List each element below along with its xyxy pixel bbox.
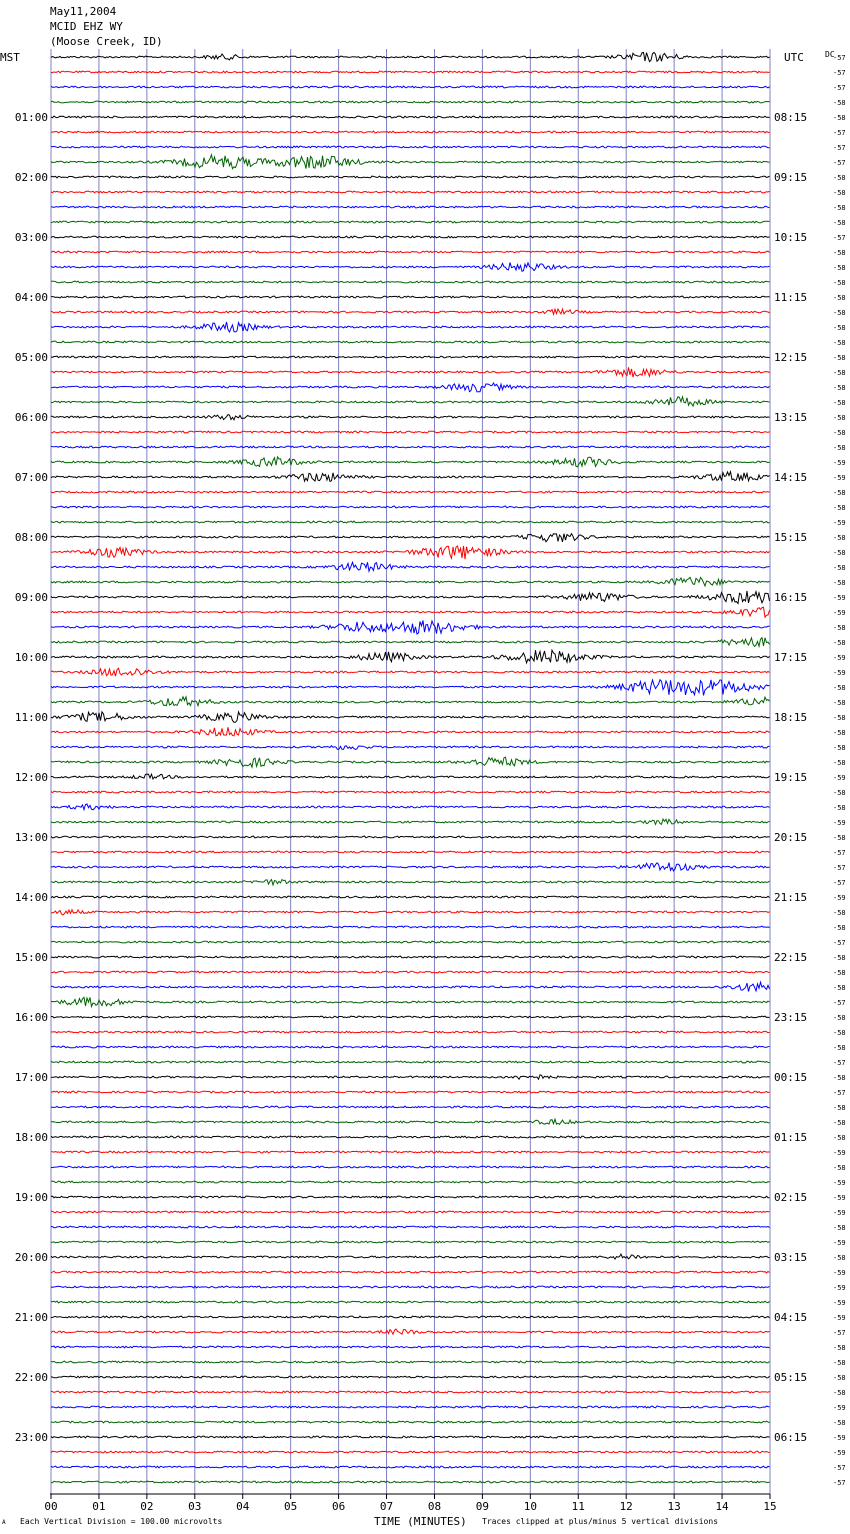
seismic-trace	[51, 804, 770, 810]
seismic-trace	[51, 116, 770, 118]
seismic-trace	[51, 562, 770, 571]
utc-hour-label: 13:15	[774, 411, 808, 424]
dc-offset-label: -58	[833, 324, 846, 332]
dc-offset-label: -58	[833, 444, 846, 452]
seismic-trace	[51, 86, 770, 88]
seismic-trace	[51, 415, 770, 420]
seismic-trace	[51, 697, 770, 706]
seismic-trace	[51, 1286, 770, 1288]
dc-offset-label: -59	[833, 609, 846, 617]
seismic-trace	[51, 1436, 770, 1438]
utc-hour-label: 23:15	[774, 1011, 808, 1024]
x-tick-label: 09	[475, 1500, 490, 1513]
dc-offset-label: -58	[833, 534, 846, 542]
dc-offset-label: -58	[833, 174, 846, 182]
seismic-trace	[51, 52, 770, 61]
utc-hour-label: 02:15	[774, 1191, 808, 1204]
seismic-trace	[51, 341, 770, 343]
seismic-trace	[51, 1166, 770, 1168]
seismic-trace	[51, 146, 770, 148]
utc-hour-label: 03:15	[774, 1251, 808, 1264]
seismic-trace	[51, 1466, 770, 1468]
dc-offset-label: -59	[833, 654, 846, 662]
seismic-trace	[51, 727, 770, 736]
utc-hour-label: 21:15	[774, 891, 808, 904]
dc-offset-label: -58	[833, 219, 846, 227]
x-tick-label: 10	[523, 1500, 537, 1513]
dc-offset-label: -59	[833, 1269, 846, 1277]
x-tick-label: 05	[284, 1500, 298, 1513]
seismic-trace	[51, 221, 770, 223]
seismic-trace	[51, 1329, 770, 1334]
seismic-trace	[51, 1226, 770, 1228]
seismic-trace	[51, 971, 770, 973]
seismic-trace	[51, 431, 770, 433]
dc-offset-label: -58	[833, 1119, 846, 1127]
seismic-trace	[51, 712, 770, 722]
utc-hour-label: 04:15	[774, 1311, 808, 1324]
seismic-trace	[51, 1196, 770, 1198]
dc-offset-label: -58	[833, 384, 846, 392]
seismic-trace	[51, 1106, 770, 1108]
dc-offset-label: -57	[833, 939, 846, 947]
seismic-trace	[51, 1016, 770, 1018]
mst-hour-label: 10:00	[14, 651, 48, 664]
dc-offset-label: -58	[833, 714, 846, 722]
dc-offset-label: -59	[833, 1284, 846, 1292]
seismic-trace	[51, 941, 770, 943]
dc-offset-label: -58	[833, 1029, 846, 1037]
seismic-trace	[51, 1075, 770, 1079]
dc-offset-label: -59	[833, 1299, 846, 1307]
seismic-trace	[51, 910, 770, 915]
seismic-trace	[51, 521, 770, 523]
dc-offset-label: -59	[833, 594, 846, 602]
dc-offset-label: -58	[833, 189, 846, 197]
dc-offset-label: -59	[833, 1449, 846, 1457]
seismic-trace	[51, 680, 770, 696]
seismic-trace	[51, 836, 770, 838]
seismic-trace	[51, 1046, 770, 1048]
x-tick-label: 11	[571, 1500, 585, 1513]
seismic-trace	[51, 1151, 770, 1153]
seismic-trace	[51, 926, 770, 928]
mst-hour-label: 21:00	[14, 1311, 48, 1324]
seismic-trace	[51, 638, 770, 647]
dc-offset-label: -59	[833, 459, 846, 467]
dc-offset-label: -58	[833, 1074, 846, 1082]
station-label: MCID EHZ WY	[50, 20, 123, 33]
x-tick-label: 12	[619, 1500, 633, 1513]
seismic-trace	[51, 546, 770, 559]
mst-hour-label: 13:00	[14, 831, 48, 844]
utc-hour-label: 11:15	[774, 291, 808, 304]
dc-offset-label: -58	[833, 204, 846, 212]
seismic-trace	[51, 1301, 770, 1303]
dc-offset-label: -58	[833, 1389, 846, 1397]
clip-note: Traces clipped at plus/minus 5 vertical divisions	[482, 1517, 719, 1526]
dc-offset-label: -58	[833, 369, 846, 377]
dc-offset-label: -58	[833, 1014, 846, 1022]
seismic-trace	[51, 1391, 770, 1393]
dc-offset-label: -58	[833, 489, 846, 497]
seismic-trace	[51, 997, 770, 1006]
x-tick-label: 14	[715, 1500, 729, 1513]
mst-hour-label: 06:00	[14, 411, 48, 424]
seismic-trace	[51, 131, 770, 133]
seismic-trace	[51, 668, 770, 676]
utc-hour-label: 06:15	[774, 1431, 808, 1444]
utc-hour-label: 18:15	[774, 711, 808, 724]
dc-offset-label: -57	[833, 879, 846, 887]
mst-hour-label: 09:00	[14, 591, 48, 604]
dc-offset-label: -58	[833, 1374, 846, 1382]
dc-offset-label: -58	[833, 309, 846, 317]
dc-offset-label: -57	[833, 84, 846, 92]
mst-hour-label: 11:00	[14, 711, 48, 724]
seismic-trace	[51, 367, 770, 377]
seismic-trace	[51, 309, 770, 314]
utc-hour-label: 17:15	[774, 651, 808, 664]
mst-axis-label: MST	[0, 51, 20, 64]
dc-offset-label: -57	[833, 849, 846, 857]
utc-hour-label: 22:15	[774, 951, 808, 964]
dc-offset-label: -57	[833, 129, 846, 137]
dc-offset-label: -58	[833, 1104, 846, 1112]
seismic-trace	[51, 1211, 770, 1213]
seismic-trace	[51, 591, 770, 604]
dc-offset-label: -57	[833, 54, 846, 62]
seismic-trace	[51, 155, 770, 169]
utc-hour-label: 16:15	[774, 591, 808, 604]
seismic-trace	[51, 322, 770, 332]
mst-hour-label: 15:00	[14, 951, 48, 964]
seismic-trace	[51, 1061, 770, 1063]
seismic-trace	[51, 956, 770, 958]
dc-offset-label: -58	[833, 1134, 846, 1142]
dc-offset-label: -58	[833, 579, 846, 587]
dc-offset-label: -57	[833, 159, 846, 167]
x-tick-label: 03	[188, 1500, 202, 1513]
seismic-trace	[51, 982, 770, 991]
seismic-trace	[51, 896, 770, 898]
dc-offset-label: -58	[833, 1254, 846, 1262]
corner-mark: A	[2, 1519, 6, 1526]
dc-offset-label: -58	[833, 1344, 846, 1352]
seismic-trace	[51, 296, 770, 298]
dc-offset-label: -58	[833, 399, 846, 407]
mst-hour-label: 05:00	[14, 351, 48, 364]
seismic-trace	[51, 621, 770, 635]
seismic-trace	[51, 101, 770, 103]
dc-offset-label: -57	[833, 864, 846, 872]
date-label: May11,2004	[50, 5, 117, 18]
dc-offset-label: -59	[833, 1179, 846, 1187]
dc-offset-label: -59	[833, 669, 846, 677]
dc-offset-label: -58	[833, 1419, 846, 1427]
utc-hour-label: 19:15	[774, 771, 808, 784]
dc-offset-label: -58	[833, 279, 846, 287]
seismic-trace	[51, 356, 770, 358]
seismic-trace	[51, 1091, 770, 1093]
utc-hour-label: 14:15	[774, 471, 808, 484]
mst-hour-label: 20:00	[14, 1251, 48, 1264]
dc-offset-label: -57	[833, 69, 846, 77]
dc-offset-label: -58	[833, 339, 846, 347]
seismic-trace	[51, 281, 770, 283]
mst-hour-label: 14:00	[14, 891, 48, 904]
seismic-trace	[51, 774, 770, 779]
dc-offset-label: -59	[833, 894, 846, 902]
mst-hour-label: 01:00	[14, 111, 48, 124]
scale-note: Each Vertical Division = 100.00 microvolts	[20, 1517, 223, 1526]
mst-hour-label: 03:00	[14, 231, 48, 244]
dc-offset-label: -58	[833, 549, 846, 557]
seismic-trace	[51, 1031, 770, 1033]
dc-offset-label: -57	[833, 1059, 846, 1067]
dc-offset-label: -59	[833, 519, 846, 527]
dc-offset-label: -58	[833, 1164, 846, 1172]
seismic-trace	[51, 176, 770, 178]
dc-offset-label: -58	[833, 744, 846, 752]
seismic-trace	[51, 534, 770, 542]
x-tick-label: 13	[667, 1500, 681, 1513]
dc-offset-label: -58	[833, 504, 846, 512]
dc-offset-label: -59	[833, 1194, 846, 1202]
mst-hour-label: 19:00	[14, 1191, 48, 1204]
utc-hour-label: 10:15	[774, 231, 808, 244]
dc-offset-label: -59	[833, 1149, 846, 1157]
dc-offset-label: -58	[833, 729, 846, 737]
dc-offset-label: -59	[833, 1434, 846, 1442]
seismic-trace	[51, 1376, 770, 1378]
seismic-trace	[51, 863, 770, 871]
dc-offset-label: -57	[833, 234, 846, 242]
seismic-trace	[51, 1119, 770, 1124]
x-tick-label: 08	[427, 1500, 442, 1513]
dc-offset-label: -58	[833, 564, 846, 572]
mst-hour-label: 23:00	[14, 1431, 48, 1444]
dc-offset-label: -59	[833, 1209, 846, 1217]
seismic-trace	[51, 1481, 770, 1483]
dc-offset-label: -58	[833, 759, 846, 767]
dc-offset-label: -58	[833, 354, 846, 362]
utc-hour-label: 09:15	[774, 171, 808, 184]
dc-offset-label: -58	[833, 924, 846, 932]
seismic-trace	[51, 746, 770, 750]
seismic-trace	[51, 383, 770, 392]
seismic-trace	[51, 607, 770, 617]
seismic-trace	[51, 263, 770, 272]
seismic-trace	[51, 1316, 770, 1318]
dc-offset-label: -57	[833, 144, 846, 152]
seismic-trace	[51, 851, 770, 853]
dc-offset-label: -58	[833, 639, 846, 647]
seismic-trace	[51, 1271, 770, 1273]
seismic-trace	[51, 236, 770, 238]
dc-offset-label: -57	[833, 1479, 846, 1487]
x-tick-label: 15	[763, 1500, 777, 1513]
dc-offset-label: -58	[833, 834, 846, 842]
dc-offset-label: -58	[833, 114, 846, 122]
mst-hour-label: 08:00	[14, 531, 48, 544]
x-tick-label: 02	[140, 1500, 154, 1513]
utc-hour-label: 08:15	[774, 111, 808, 124]
seismic-trace	[51, 1406, 770, 1408]
x-tick-label: 04	[236, 1500, 250, 1513]
dc-offset-label: -58	[833, 429, 846, 437]
seismic-trace	[51, 446, 770, 448]
seismic-trace	[51, 1181, 770, 1183]
seismic-trace	[51, 1451, 770, 1453]
utc-axis-label: UTC	[784, 51, 804, 64]
dc-offset-label: -58	[833, 99, 846, 107]
dc-offset-label: -58	[833, 954, 846, 962]
dc-offset-label: -58	[833, 699, 846, 707]
dc-offset-label: -59	[833, 1404, 846, 1412]
x-tick-label: 01	[92, 1500, 106, 1513]
seismic-trace	[51, 880, 770, 885]
dc-offset-label: -58	[833, 249, 846, 257]
dc-label: DC	[825, 50, 835, 59]
seismic-trace	[51, 506, 770, 508]
dc-offset-label: -58	[833, 624, 846, 632]
dc-offset-label: -58	[833, 264, 846, 272]
location-label: (Moose Creek, ID)	[50, 35, 163, 48]
dc-offset-label: -59	[833, 1314, 846, 1322]
dc-offset-label: -59	[833, 819, 846, 827]
dc-offset-label: -57	[833, 1329, 846, 1337]
dc-offset-label: -58	[833, 684, 846, 692]
dc-offset-label: -58	[833, 414, 846, 422]
seismic-trace	[51, 251, 770, 253]
dc-offset-label: -57	[833, 1464, 846, 1472]
dc-offset-label: -58	[833, 909, 846, 917]
seismic-trace	[51, 819, 770, 824]
mst-hour-label: 16:00	[14, 1011, 48, 1024]
dc-offset-label: -59	[833, 474, 846, 482]
seismic-trace	[51, 1241, 770, 1243]
seismic-trace	[51, 491, 770, 493]
seismic-trace	[51, 757, 770, 767]
dc-offset-label: -58	[833, 804, 846, 812]
utc-hour-label: 00:15	[774, 1071, 808, 1084]
dc-offset-label: -58	[833, 1224, 846, 1232]
mst-hour-label: 22:00	[14, 1371, 48, 1384]
seismic-trace	[51, 577, 770, 586]
seismic-trace	[51, 71, 770, 73]
dc-offset-label: -58	[833, 789, 846, 797]
mst-hour-label: 12:00	[14, 771, 48, 784]
utc-hour-label: 20:15	[774, 831, 808, 844]
label-layer	[15, 54, 846, 1513]
mst-hour-label: 17:00	[14, 1071, 48, 1084]
x-tick-label: 06	[331, 1500, 346, 1513]
seismic-trace	[51, 1136, 770, 1138]
dc-offset-label: -58	[833, 1359, 846, 1367]
seismic-trace	[51, 650, 770, 663]
dc-offset-label: -59	[833, 1239, 846, 1247]
seismic-trace	[51, 791, 770, 793]
utc-hour-label: 01:15	[774, 1131, 808, 1144]
utc-hour-label: 05:15	[774, 1371, 808, 1384]
mst-hour-label: 07:00	[14, 471, 48, 484]
mst-hour-label: 04:00	[14, 291, 48, 304]
dc-offset-label: -57	[833, 999, 846, 1007]
seismic-trace	[51, 397, 770, 406]
dc-offset-label: -57	[833, 1089, 846, 1097]
seismic-trace	[51, 206, 770, 208]
seismic-trace	[51, 1254, 770, 1259]
seismic-trace	[51, 191, 770, 193]
utc-hour-label: 15:15	[774, 531, 808, 544]
dc-offset-label: -58	[833, 984, 846, 992]
utc-hour-label: 12:15	[774, 351, 808, 364]
x-tick-label: 00	[44, 1500, 58, 1513]
dc-offset-label: -58	[833, 1044, 846, 1052]
seismic-trace	[51, 457, 770, 467]
seismic-trace	[51, 1421, 770, 1423]
mst-hour-label: 02:00	[14, 171, 48, 184]
seismic-trace	[51, 1346, 770, 1348]
mst-hour-label: 18:00	[14, 1131, 48, 1144]
x-axis-title: TIME (MINUTES)	[374, 1515, 467, 1528]
dc-offset-label: -59	[833, 774, 846, 782]
dc-offset-label: -58	[833, 294, 846, 302]
dc-offset-label: -58	[833, 969, 846, 977]
seismic-trace	[51, 1361, 770, 1363]
trace-layer	[51, 52, 770, 1483]
seismic-trace	[51, 472, 770, 482]
x-tick-label: 07	[379, 1500, 394, 1513]
